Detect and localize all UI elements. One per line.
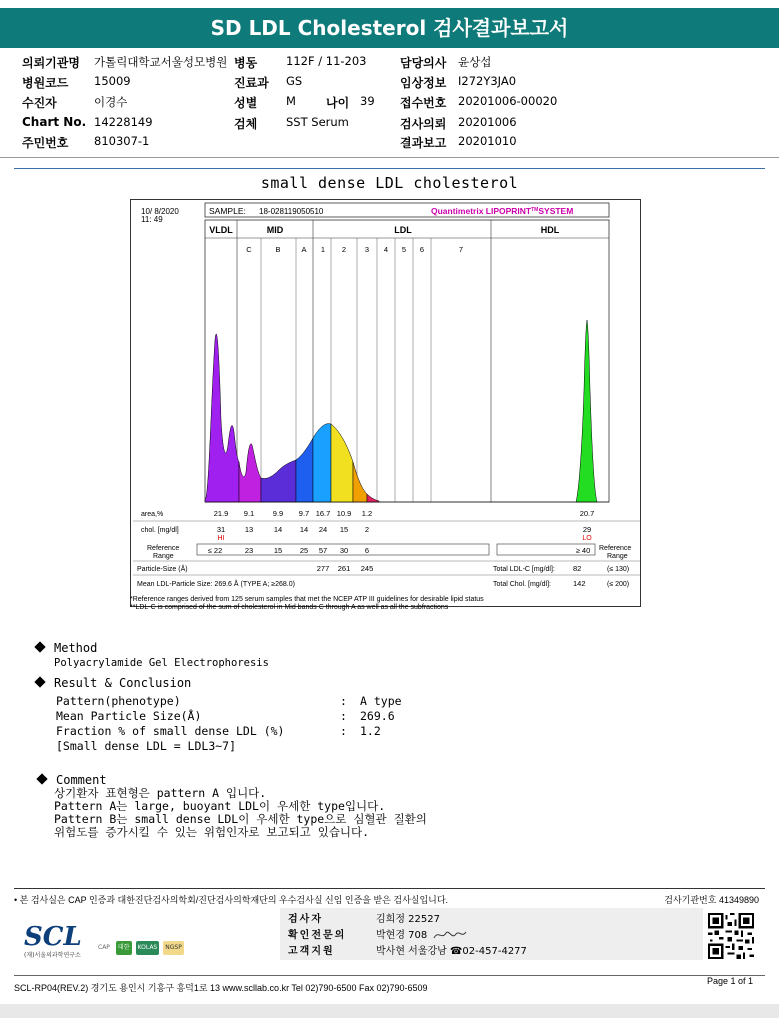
chol-value: 24 <box>318 525 328 534</box>
total-ldl-ref: (≤ 130) <box>607 566 630 573</box>
area-value: 10.9 <box>336 509 352 518</box>
area-value: 1.2 <box>361 509 373 518</box>
info-value: 39 <box>360 94 375 108</box>
info-value: M <box>286 94 296 108</box>
info-value: 14228149 <box>94 115 153 129</box>
result-section <box>36 676 536 756</box>
info-value: GS <box>286 74 303 88</box>
method-section <box>36 641 269 669</box>
total-ldl-value: 82 <box>573 564 582 573</box>
group-vldl: VLDL <box>209 225 233 235</box>
info-value: 이경수 <box>94 95 128 109</box>
sample-label: SAMPLE: <box>209 206 246 216</box>
info-value: 가톨릭대학교서울성모병원 <box>94 55 228 69</box>
lipoprint-svg <box>131 200 642 596</box>
band-label: 1 <box>320 245 326 254</box>
band-label: 3 <box>364 245 370 254</box>
particle-size: 261 <box>337 564 351 573</box>
mid-c-peak <box>239 444 261 502</box>
info-label: 병원코드 <box>22 76 69 90</box>
band-label: 7 <box>458 245 464 254</box>
result-sep: : <box>340 694 347 708</box>
info-value: 윤상섭 <box>458 55 492 69</box>
signature-box <box>280 908 703 960</box>
signer-row <box>288 926 468 942</box>
info-label: 진료과 <box>234 76 269 90</box>
vldl-peak <box>205 334 239 502</box>
comment-line: 상기환자 표현형은 pattern A 입니다. <box>54 786 267 800</box>
area-value: 9.1 <box>243 509 255 518</box>
ldl3-peak <box>353 462 367 502</box>
info-value: 20201006 <box>458 115 517 129</box>
hdl-peak <box>576 320 597 502</box>
result-label: Mean Particle Size(Å) <box>56 709 202 723</box>
result-sep: : <box>340 724 347 738</box>
lipoprint-chart <box>130 199 641 607</box>
divider <box>14 168 765 169</box>
chol-value: 31 <box>216 525 226 534</box>
comment-line: 위험도를 증가시킬 수 있는 위험인자로 보고되고 있습니다. <box>54 825 370 839</box>
scl-logo-text: SCL <box>24 922 82 952</box>
band-label: 2 <box>341 245 347 254</box>
info-label: 의뢰기관명 <box>22 56 80 70</box>
bullet-icon <box>36 773 47 784</box>
particle-size: 277 <box>316 564 330 573</box>
signer-label: 검사자 <box>288 914 323 925</box>
lab-number: 검사기관번호 41349890 <box>664 895 759 905</box>
ldl4-peak <box>367 494 379 502</box>
info-label: 임상정보 <box>400 76 447 90</box>
footnote: *Reference ranges derived from 125 serum samples that met the NCEP ATP III guidelines for desirable lipid status <box>130 596 484 603</box>
divider <box>0 157 779 158</box>
comment-line: Pattern A는 large, buoyant LDL이 우세한 type입니다. <box>54 799 386 813</box>
result-sep: : <box>340 709 347 723</box>
chol-label: chol. [mg/dl] <box>141 527 179 534</box>
bullet-icon <box>34 676 45 687</box>
result-heading: Result & Conclusion <box>54 676 192 690</box>
report-title: SD LDL Cholesterol 검사결과보고서 <box>0 8 779 48</box>
info-label: 병동 <box>234 56 258 70</box>
area-value: 16.7 <box>315 509 331 518</box>
ref-label-line: Reference <box>147 545 180 552</box>
chart-time: 11: 49 <box>141 215 163 224</box>
group-hdl: HDL <box>540 225 560 235</box>
ngsp-logo: NGSP <box>163 941 184 955</box>
chol-value: 13 <box>244 525 254 534</box>
method-heading: Method <box>54 641 98 655</box>
signer-label: 고객지원 <box>288 946 335 957</box>
bottom-strip <box>0 1004 779 1018</box>
ref-value: 23 <box>244 546 254 555</box>
result-table <box>56 694 536 756</box>
mid-b-peak <box>261 460 296 502</box>
info-value: I272Y3JA0 <box>458 74 517 88</box>
chol-value: 15 <box>339 525 349 534</box>
ref-value: 30 <box>339 546 349 555</box>
ref-value: 6 <box>364 546 370 555</box>
comment-text <box>54 787 558 839</box>
signer-value: 박현경 708 <box>376 930 428 941</box>
total-chol-value: 142 <box>573 579 586 588</box>
info-label: 주민번호 <box>22 136 69 150</box>
section-title: small dense LDL cholesterol <box>260 174 519 192</box>
footnote: **LDL-C is comprised of the sum of cholesterol in Mid bands C through A as well as all the subfractions <box>130 604 449 611</box>
ref-label-line: Reference <box>599 545 632 552</box>
info-label: Chart No. <box>22 115 87 129</box>
ref-label <box>147 545 179 560</box>
chol-value: 2 <box>364 525 370 534</box>
page-number: Page 1 of 1 <box>706 976 753 986</box>
certification-notice: • 본 검사실은 CAP 인증과 대한진단검사의학회/진단검사의학재단의 우수검사실 신임 인증을 받은 검사실입니다. <box>14 895 449 905</box>
info-value: SST Serum <box>286 115 349 129</box>
chol-value: 29 <box>582 525 592 534</box>
info-label: 결과보고 <box>400 136 447 150</box>
area-value: 21.9 <box>213 509 229 518</box>
address-bar: SCL-RP04(REV.2) 경기도 용인시 기흥구 흥덕1로 13 www.scllab.co.kr Tel 02)790-6500 Fax 02)790-6509 <box>14 975 765 994</box>
electropherogram <box>205 320 609 502</box>
ref-label-right <box>599 545 631 560</box>
total-ldl-label: Total LDL-C [mg/dl]: <box>493 566 555 573</box>
ref-value-hdl: ≥ 40 <box>575 546 591 555</box>
signer-value: 김희정 22527 <box>376 914 440 925</box>
info-label: 검체 <box>234 117 258 131</box>
qr-code-icon <box>708 913 754 959</box>
info-label: 담당의사 <box>400 56 447 70</box>
ref-value: 15 <box>273 546 283 555</box>
info-label: 수진자 <box>22 96 57 110</box>
signer-value: 박사현 서울강남 ☎02-457-4277 <box>376 946 527 957</box>
info-label: 성별 <box>234 96 258 110</box>
comment-heading: Comment <box>56 773 107 787</box>
ldl2-peak <box>331 424 353 502</box>
band-label: B <box>275 245 281 254</box>
result-value: 1.2 <box>360 724 381 738</box>
info-value: 112F / 11-203 <box>286 54 367 68</box>
system-label <box>431 206 573 216</box>
area-value: 9.9 <box>272 509 284 518</box>
band-label: 6 <box>419 245 425 254</box>
mean-size: Mean LDL-Particle Size: 269.6 Å (TYPE A; ≥268.0) <box>137 581 295 588</box>
system-name: Quantimetrix LIPOPRINT <box>431 206 532 216</box>
signature-icon <box>432 928 468 942</box>
scl-logo-sub: (재)서울의과학연구소 <box>24 952 81 959</box>
cert-logo: 대한 <box>116 941 132 955</box>
system-suffix: SYSTEM <box>538 206 574 216</box>
band-grid <box>205 220 609 502</box>
total-chol-ref: (≤ 200) <box>607 581 630 588</box>
ref-label-line: Range <box>153 553 174 560</box>
result-note: [Small dense LDL = LDL3~7] <box>56 739 237 753</box>
ref-value: ≤ 22 <box>207 546 223 555</box>
bullet-icon <box>34 641 45 652</box>
chart-date: 10/ 8/2020 <box>141 207 179 216</box>
signer-label: 확인전문의 <box>288 930 347 941</box>
group-mid: MID <box>266 225 284 235</box>
chol-value: 14 <box>299 525 309 534</box>
ref-values <box>208 546 591 555</box>
mid-a-peak <box>296 438 313 502</box>
area-value: 9.7 <box>298 509 310 518</box>
ref-value: 25 <box>299 546 309 555</box>
chart-footnotes <box>130 596 484 612</box>
system-tm: TM <box>531 207 539 213</box>
scl-logo <box>24 922 82 959</box>
info-label: 검사의뢰 <box>400 117 447 131</box>
certification-logos <box>96 941 184 955</box>
band-label: 4 <box>383 245 389 254</box>
area-label: area,% <box>141 511 164 518</box>
kolas-logo: KOLAS <box>136 941 160 955</box>
info-value: 810307-1 <box>94 134 150 148</box>
result-label: Fraction % of small dense LDL (%) <box>56 724 285 738</box>
info-label: 접수번호 <box>400 96 447 110</box>
band-label: A <box>301 245 307 254</box>
ref-label-line: Range <box>607 553 628 560</box>
signer-row <box>288 942 527 957</box>
method-text: Polyacrylamide Gel Electrophoresis <box>54 657 269 669</box>
band-label: C <box>246 245 252 254</box>
band-label: 5 <box>401 245 407 254</box>
hi-flag: HI <box>217 535 225 542</box>
chol-value: 14 <box>273 525 283 534</box>
info-value: 15009 <box>94 74 131 88</box>
result-value: A type <box>360 694 402 708</box>
divider <box>14 888 765 889</box>
chol-values <box>217 525 592 542</box>
info-value: 20201010 <box>458 134 517 148</box>
sample-id: 18-028119050510 <box>259 207 324 216</box>
area-value: 20.7 <box>579 509 595 518</box>
area-values <box>214 509 595 518</box>
info-label: 나이 <box>326 96 350 110</box>
particle-size: 245 <box>360 564 374 573</box>
signer-row <box>288 910 440 925</box>
group-ldl: LDL <box>394 225 412 235</box>
ref-value: 57 <box>318 546 328 555</box>
plot-frame <box>205 220 609 502</box>
result-value: 269.6 <box>360 709 395 723</box>
total-chol-label: Total Chol. [mg/dl]: <box>493 581 551 588</box>
comment-section <box>38 773 558 839</box>
comment-line: Pattern B는 small dense LDL이 우세한 type으로 심혈관 질환의 <box>54 812 427 826</box>
lo-flag: LO <box>582 535 592 542</box>
ldl1-peak <box>313 424 331 502</box>
result-label: Pattern(phenotype) <box>56 694 181 708</box>
cap-logo: CAP <box>98 944 110 951</box>
particle-size-label: Particle-Size (Å) <box>137 566 188 573</box>
info-value: 20201006-00020 <box>458 94 558 108</box>
